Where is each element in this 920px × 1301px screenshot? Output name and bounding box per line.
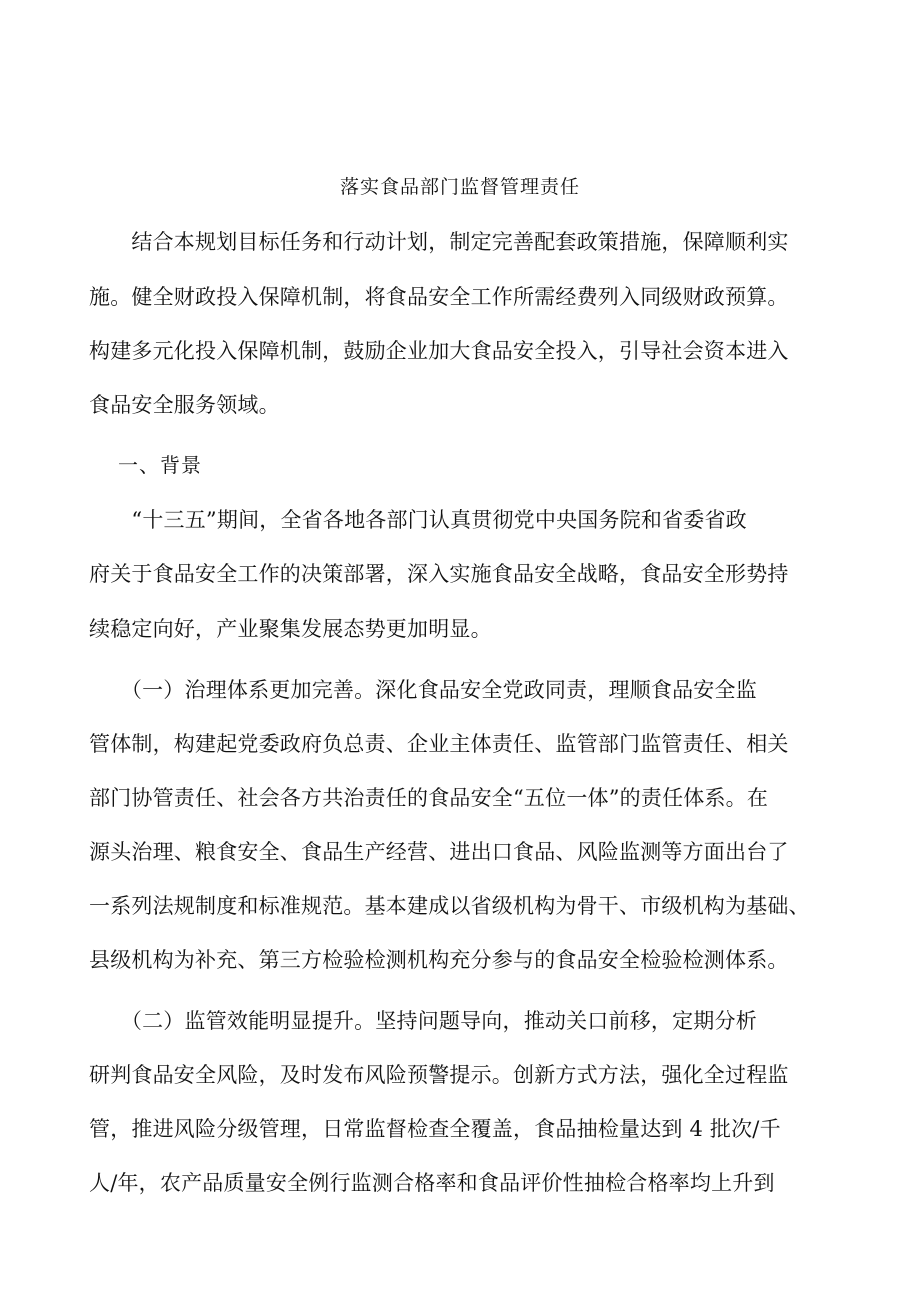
item1-line-3: 部门协管责任、社会各方共治责任的食品安全“五位一体”的责任体系。在 [89, 786, 769, 810]
intro-line-4: 食品安全服务领域。 [89, 393, 280, 417]
background-line-3: 续稳定向好，产业聚集发展态势更加明显。 [89, 617, 492, 641]
item2-line-4: 人/年，农产品质量安全例行监测合格率和食品评价性抽检合格率均上升到 [89, 1171, 775, 1195]
intro-line-2: 施。健全财政投入保障机制，将食品安全工作所需经费列入同级财政预算。 [89, 285, 789, 309]
item1-line-4: 源头治理、粮食安全、食品生产经营、进出口食品、风险监测等方面出台了 [89, 840, 789, 864]
document-title: 落实食品部门监督管理责任 [339, 176, 580, 198]
item1-line-2: 管体制，构建起党委政府负总责、企业主体责任、监管部门监管责任、相关 [89, 732, 789, 756]
intro-line-3: 构建多元化投入保障机制，鼓励企业加大食品安全投入，引导社会资本进入 [89, 339, 789, 363]
item2-line-2: 研判食品安全风险，及时发布风险预警提示。创新方式方法，强化全过程监 [89, 1063, 789, 1087]
item1-line-5: 一系列法规制度和标准规范。基本建成以省级机构为骨干、市级机构为基础、 [89, 894, 810, 918]
item2-line-1: （二）监管效能明显提升。坚持问题导向，推动关口前移，定期分析 [89, 1009, 757, 1033]
item2-line-3: 管，推进风险分级管理，日常监督检查全覆盖，食品抽检量达到 4 批次/千 [89, 1117, 781, 1141]
item1-line-1: （一）治理体系更加完善。深化食品安全党政同责，理顺食品安全监 [89, 678, 757, 702]
item1-line-6: 县级机构为补充、第三方检验检测机构充分参与的食品安全检验检测体系。 [89, 948, 789, 972]
section-heading: 一、背景 [118, 453, 202, 477]
background-line-2: 府关于食品安全工作的决策部署，深入实施食品安全战略，食品安全形势持 [89, 562, 789, 586]
intro-line-1: 结合本规划目标任务和行动计划，制定完善配套政策措施，保障顺利实 [89, 230, 789, 254]
background-line-1: “十三五”期间，全省各地各部门认真贯彻党中央国务院和省委省政 [89, 508, 747, 532]
